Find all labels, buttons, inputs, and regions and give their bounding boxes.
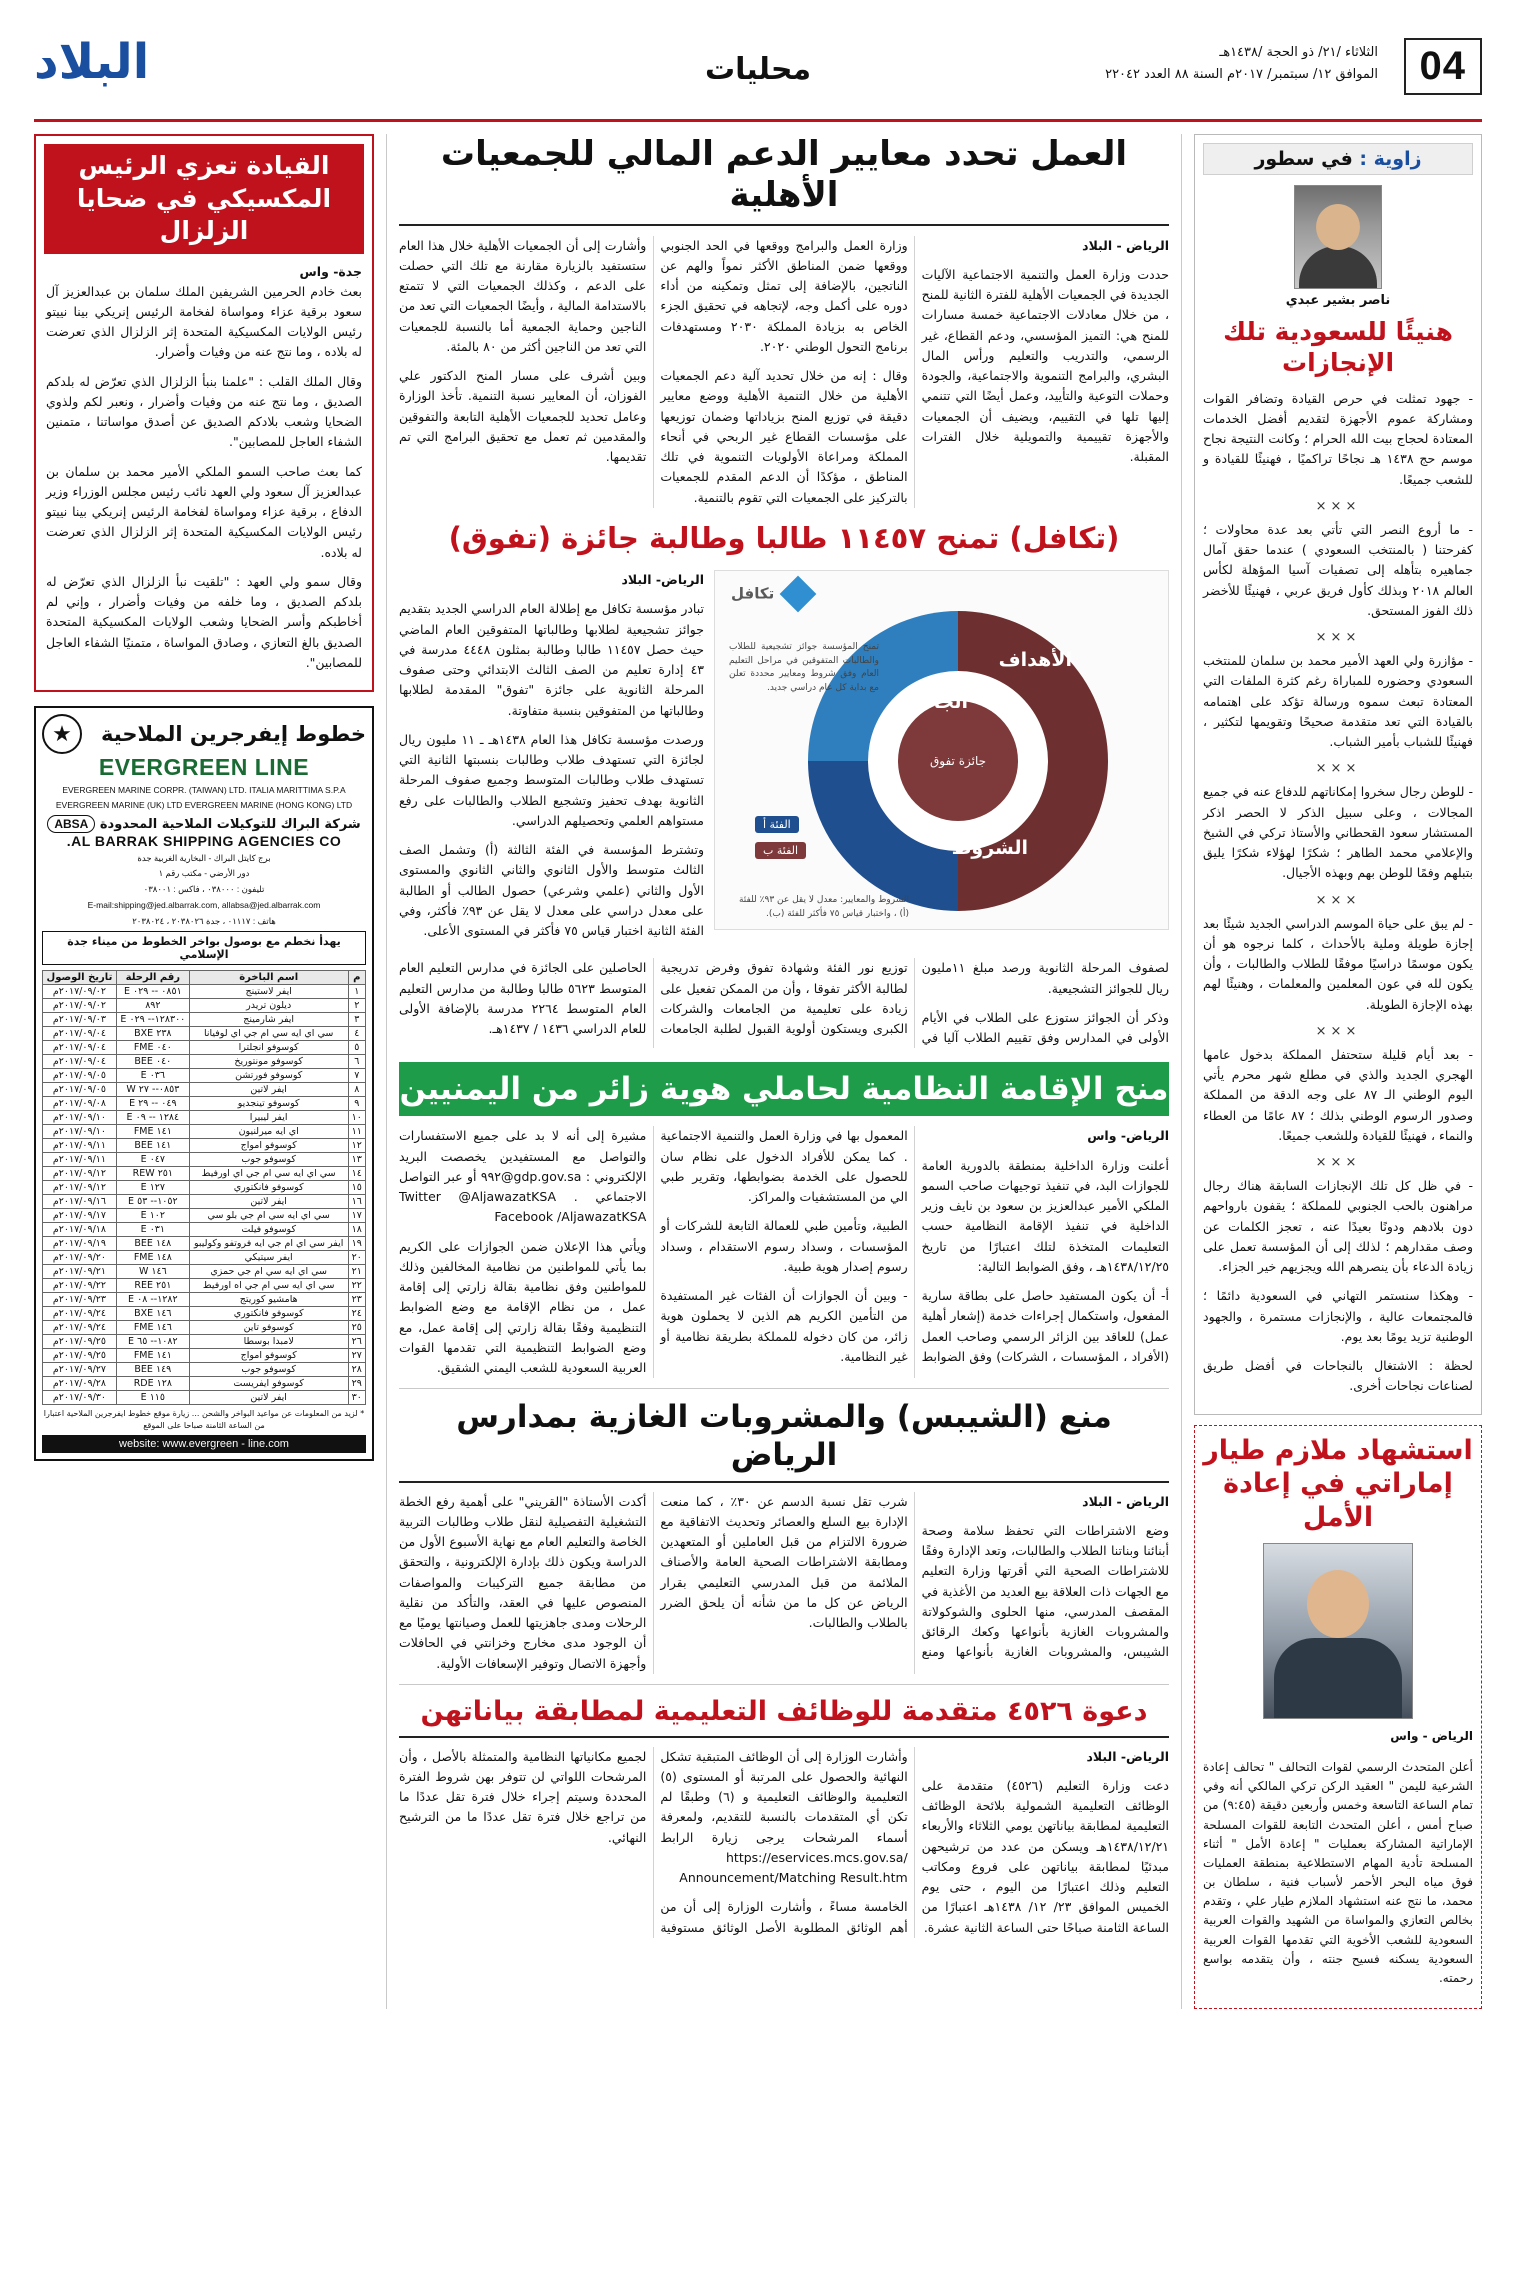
cell-arrival-date: ٢٠١٧/٠٩/٠٤م (43, 1055, 117, 1069)
cell-vessel-name: ديلون تريدر (189, 999, 348, 1013)
cell-arrival-date: ٢٠١٧/٠٩/١٨م (43, 1223, 117, 1237)
cell-vessel-name: كوسوفو جوب (189, 1153, 348, 1167)
date-gregorian: الموافق ١٢/ سبتمبر/ ٢٠١٧م السنة ٨٨ العدد ٢٢٠٤٢ (1105, 67, 1378, 83)
table-row (43, 1307, 366, 1321)
leadership-paragraph: وقال سمو ولي العهد : "تلقيت نبأ الزلزال الذي تعرّض له بلدكم الصديق ، وما خلفه من وفيات وأضرار ، وإني لم أخاطبكم وأسر الضحايا وشعب الولايات المكسيكية المتحدة الصديق بالغ التعازي ، وصادق المواساة ، متمنيًا الشفاء العاجل للمصابين". (46, 573, 362, 670)
infographic-label-goals: الأهداف (998, 649, 1072, 672)
takaful-lead: الرياض- البلاد (621, 572, 704, 588)
cell-index: ١٩ (348, 1237, 365, 1251)
table-row (43, 1097, 366, 1111)
paragraph-separator: ××× (1315, 892, 1361, 908)
section-divider (399, 1684, 1169, 1685)
cell-voyage-number: ١٤٨ FME (116, 1251, 189, 1265)
pilot-paragraph: أعلن المتحدث الرسمي لقوات التحالف " تحالف إعادة الشرعية لليمن " العقيد الركن تركي المالكي أنه وفي تمام الساعة التاسعة وخمس وأربعين دقيقة (٩:٤٥) من صباح أمس ، أعلن المتحدث التابعة للقوات المسلحة الإماراتية المشاركة بعمليات " إعادة الأمل " أثناء المسلحة تأدية المهام الاستطلاعية بمنطقة العمليات فوق مياه البحر الأحمر لأسباب فنية ، سلطان بن محمد، ما نتج عنه استشهاد الملازم طيار علي ، وتقدم بخالص التعازي والمواساة من الشهيد والقوات العربية السعودية للشعب الأخوية التي تقدمها القوات العربية السعودية يسكنه فسيح جنته ، وأن يتقدمه بواسع رحمته. (1203, 1759, 1474, 1985)
table-row (43, 1293, 366, 1307)
cell-vessel-name: كوسوفو فانكتوري (189, 1181, 348, 1195)
column-right (1182, 134, 1482, 2009)
jobs-lead: الرياض- البلاد (1086, 1748, 1169, 1764)
infographic-core: جائزة تفوق (898, 701, 1018, 821)
cell-index: ٢٣ (348, 1293, 365, 1307)
cell-voyage-number: ١٤٨ BEE (116, 1237, 189, 1251)
infographic-label-prize: الجائزة (903, 691, 968, 714)
chips-headline: منع (الشيبس) والمشروبات الغازية بمدارس الرياض (399, 1399, 1169, 1482)
cell-voyage-number: ١٢٧ E (116, 1181, 189, 1195)
author-name: ناصر بشير عبدي (1285, 293, 1391, 308)
cell-arrival-date: ٢٠١٧/٠٩/٢٣م (43, 1293, 117, 1307)
evergreen-phone-1: تليفون : ٠٣٨٠٠٠ ، فاكس : ٠٣٨٠٠١ (143, 884, 265, 895)
cell-voyage-number: ١٢٨٢-- ٠٨ E (116, 1293, 189, 1307)
cell-index: ٢٢ (348, 1279, 365, 1293)
cell-voyage-number: ١٢٨٣٠٠-- ٠٢٩ E (116, 1013, 189, 1027)
table-row (43, 985, 366, 999)
cell-voyage-number: ١٠٥٢-- ٥٣ E (116, 1195, 189, 1209)
cell-voyage-number: ٨٩٢ (116, 999, 189, 1013)
chips-story-body (399, 1492, 1169, 1674)
takaful-logo (731, 581, 811, 607)
cell-index: ٢٥ (348, 1321, 365, 1335)
cell-arrival-date: ٢٠١٧/٠٩/١١م (43, 1153, 117, 1167)
cell-arrival-date: ٢٠١٧/٠٩/٢١م (43, 1265, 117, 1279)
cell-index: ٢٠ (348, 1251, 365, 1265)
table-header-row (43, 971, 366, 985)
evergreen-header (42, 714, 366, 754)
infographic-chip-a: الفئة أ (755, 816, 799, 833)
yemen-paragraph: أعلنت وزارة الداخلية بمنطقة بالدورية العامة للجوازات البد، في تنفيذ توجيهات صاحب السمو الملكي الأمير عبدالعزيز بن سعود بن نايف وزير الداخلية في تنفيذ الإقامة النظامية حسب التعليمات المتخذة لتلك اعتبارًا من تاريخ ١٤٣٨/١٢/٢٥هـ ، وفق الضوابط التالية: (921, 1157, 1169, 1274)
cell-index: ١٣ (348, 1153, 365, 1167)
vessel-schedule-body (43, 985, 366, 1405)
table-row (43, 1055, 366, 1069)
opinion-paragraph: - للوطن رجال سخروا إمكاناتهم للدفاع عنه في جميع المجالات ، وعلى سبيل الذكر لا الحصر اذكر المستشار سعود القحطاني والأستاذ تركي في الشيخ والإعلامي محمد الطاهر ؛ شكرًا لهؤلاء شكرًا يليق بتبلهم وفمًا للوطن بهم وبهذه الأجيال. (1203, 784, 1473, 881)
cell-index: ٢١ (348, 1265, 365, 1279)
table-row (43, 1321, 366, 1335)
section-divider (399, 1388, 1169, 1389)
takaful-section (399, 570, 1169, 950)
cell-vessel-name: ايفر لاتين (189, 1195, 348, 1209)
evergreen-notice: يهدأ نخطم مع بوصول بواخر الخطوط من ميناء جدة الإسلامي (42, 931, 366, 965)
cell-index: ٢٧ (348, 1349, 365, 1363)
cell-index: ١٤ (348, 1167, 365, 1181)
page-columns (34, 134, 1482, 2009)
opinion-paragraph: - لم يبق على حياة الموسم الدراسي الجديد شيئًا بعد إجازة طويلة وملية بالأحداث ، كلما نرجوه هو أن يكون موسمًا دراسيًا موفقًا للطلاب والطالبات ، وأن يكون لله في عون المعلمين والمعلمات ، وهنيئًا لهم بهذه الإجازة الطويلة. (1203, 915, 1473, 1012)
col-index: م (348, 971, 365, 985)
leadership-body (44, 254, 364, 674)
table-row (43, 1027, 366, 1041)
cell-arrival-date: ٢٠١٧/٠٩/٢٠م (43, 1251, 117, 1265)
cell-arrival-date: ٢٠١٧/٠٩/٢٤م (43, 1321, 117, 1335)
cell-arrival-date: ٢٠١٧/٠٩/١٠م (43, 1111, 117, 1125)
cell-voyage-number: ٠٤٠ FME (116, 1041, 189, 1055)
cell-arrival-date: ٢٠١٧/٠٩/١٧م (43, 1209, 117, 1223)
cell-vessel-name: كوسوفو انجلترا (189, 1041, 348, 1055)
table-row (43, 999, 366, 1013)
paragraph-separator: ××× (1315, 1155, 1361, 1170)
cell-voyage-number: ١٤٦ W (116, 1265, 189, 1279)
opinion-header-right: زاوية : (1359, 148, 1422, 170)
newspaper-page (0, 30, 1516, 2282)
cell-index: ٧ (348, 1069, 365, 1083)
cell-arrival-date: ٢٠١٧/٠٩/١٠م (43, 1125, 117, 1139)
cell-arrival-date: ٢٠١٧/٠٩/٢٨م (43, 1377, 117, 1391)
newspaper-logo: البلاد (34, 34, 150, 90)
cell-index: ٢٩ (348, 1377, 365, 1391)
cell-vessel-name: اي ايه ميرلنيون (189, 1125, 348, 1139)
opinion-paragraph: - وهكذا سنستمر التهاني في السعودية دائمًا ؛ فالمجتمعات عالية ، والإنجازات مستمرة ، والجهود الوطنية تزيد يومًا بعد يوم. (1203, 1288, 1473, 1344)
cell-voyage-number: ١٤١ FME (116, 1349, 189, 1363)
cell-arrival-date: ٢٠١٧/٠٩/٠٥م (43, 1083, 117, 1097)
pilot-headline-line2: إماراتي في إعادة الأمل (1223, 1468, 1453, 1533)
cell-voyage-number: ٠٨٥١ -- ٠٢٩ E (116, 985, 189, 999)
cell-vessel-name: ايفر شارمينج (189, 1013, 348, 1027)
paragraph-separator: ××× (1315, 1023, 1361, 1039)
table-row (43, 1069, 366, 1083)
opinion-paragraph: - في ظل كل تلك الإنجازات السابقة هناك رجال مراهنون بالحب الجنوبي للمملكة ؛ يقفون بارواحهم دون بلادهم ودونًا بعيدًا عنه ، تعجز الكلمات عن وصف مقدارهم ؛ لذلك إلى أن المؤسسة تعمل على زيادة الدعاء بأن ينصرهم الله ويجزيهم خير الجزاء. (1203, 1178, 1473, 1274)
cell-vessel-name: كوسوفو فانكتوري (189, 1307, 348, 1321)
main-story-paragraph: وبين أشرف على مسار المنح الدكتور علي الفوزان، أن المعايير نسبة التنمية. تأخذ الوزارة وعامل تحديد للجمعيات الأهلية التابعة والتفوقين والمقدمين ثم تعمل مع تحقيق البرامج التي تم تقديمها. (399, 368, 647, 465)
opinion-paragraph: - بعد أيام قليلة ستحتفل المملكة بدخول عامها الهجري الجديد والذي في مطلع شهر محرم يأتي اليوم الوطني الـ ٨٧ على وجه الدقة من المملكة وصدور الرسوم الوطني بذلك ؛ ٨٧ عامًا من العطاء والنماء ، فهنيئًا للقيادة وللشعب جميعًا. (1203, 1046, 1473, 1143)
cell-vessel-name: ايفر لاتين (189, 1083, 348, 1097)
paragraph-separator: ××× (1315, 498, 1361, 514)
cell-vessel-name: هامشيو كوريتج (189, 1293, 348, 1307)
infographic-bottom-note: الشروط والمعايير: معدل لا يقل عن ٩٣٪ للفئة (أ) ، واختبار قياس ٧٥ فأكثر للفئة (ب). (738, 895, 909, 919)
opinion-paragraph: - ما أروع النصر التي تأتي بعد عدة محاولات ؛ كفرحتنا ( بالمنتخب السعودي ) عندما حقق آمال جماهيره بتأهله إلى تصفيات آسيا المؤهلة لكأس العالم ٢٠١٨ وبذلك كأول فريق عربي ، فهنيئًا للأخضر ذلك الفوز المستحق. (1203, 521, 1473, 618)
cell-voyage-number: ١٤٦ BXE (116, 1307, 189, 1321)
jobs-headline: دعوة ٤٥٢٦ متقدمة للوظائف التعليمية لمطابقة بياناتهن (399, 1695, 1169, 1738)
main-story-paragraph: وقال : إنه من خلال تحديد آلية دعم الجمعيات الأهلية من خلال التنمية الأهلية ووضع معايير دقيقة في توزيع المنح بزياداتها وضمان توزيعها على مؤسسات القطاع غير الربحي في أنحاء المملكة ومراعاة الأولويات التنموية في تلك المناطق ، مؤكدًا أن الدعم المقدم للجمعيات بالتركيز على الجمعيات التي تقوم بالتنمية. (660, 368, 908, 505)
cell-index: ٢٤ (348, 1307, 365, 1321)
main-story-paragraph: وأشارت إلى أن الجمعيات الأهلية خلال هذا العام ستستفيد بالزيارة مقارنة مع تلك التي حصلت على الدعم ، وكذلك الجمعيات التي لا تتمتع بالاستدامة المالية ، وأيضًا الجمعيات التي تعد من الناجين وحماية الجمعية أما بالنسبة للجمعيات التي تعد من الناجين أكثر من ٨٠ بالمئة. (399, 237, 647, 354)
table-row (43, 1041, 366, 1055)
pilot-martyr-box (1194, 1425, 1482, 2010)
cell-arrival-date: ٢٠١٧/٠٩/٠٢م (43, 985, 117, 999)
takaful-paragraph: وتشترط المؤسسة في الفئة الثالثة (أ) وتشمل الصف الثالث متوسط والأول الثانوي والثاني الثانوي والمستوى الأول والثاني (علمي وشرعي) حصول الطالب أو الطالبة على معدل دراسي على معدل لا يقل عن ٩٣٪ فأكثر، وفي الفئة الثانية اختبار قياس ٧٥ فأكثر في المستوى الأعلى. (399, 842, 705, 939)
cell-index: ١٥ (348, 1181, 365, 1195)
col-voyage-number: رقم الرحلة (116, 971, 189, 985)
cell-voyage-number: ١٤١ BEE (116, 1139, 189, 1153)
cell-vessel-name: سي اي ايه سي ام جي اه اورفيط (189, 1279, 348, 1293)
cell-vessel-name: ايفر ليبيرا (189, 1111, 348, 1125)
cell-vessel-name: كوسوفو تاين (189, 1321, 348, 1335)
cell-arrival-date: ٢٠١٧/٠٩/١٢م (43, 1167, 117, 1181)
leadership-paragraph: كما بعث صاحب السمو الملكي الأمير محمد بن سلمان بن عبدالعزيز آل سعود ولي العهد نائب رئيس مجلس الوزراء وزير الدفاع ، برقية عزاء ومواساة لفخامة الرئيس إنريكي بينا نييتو رئيس الولايات المكسيكية المتحدة إثر الزلزال الذي تعرضت له بلاده. (46, 463, 362, 560)
pilot-lead: الرياض - واس (1390, 1728, 1473, 1743)
main-story-paragraph: وزارة العمل والبرامج ووقعها في الحد الجنوبي ووقعها ضمن المناطق الأكثر نمواً والهم عن الناتجين، بالإضافة إلى تمثل وتمكينه من أداء دوره على أكمل وجه، لإتجاهه في تحقيق الجزء الخاص به بزيادة المملكة ٢٠٣٠ ومستهدفات برنامج التحول الوطني ٢٠٢٠. (660, 237, 908, 354)
yemen-paragraph: - وبين أن الجوازات أن الفئات غير المستفيدة من التأمين الكريم هم الذين لا يحملون هوية زائر، من كان دخوله للمملكة بطريقة نظامية أو غير النظامية. (660, 1288, 908, 1364)
takaful-paragraph: وذكر أن الجوائز ستوزع على الطلاب في الأيام الأولى في المدارس وفق تقييم الطلاب آليا في توزيع نور الفئة وشهادة تفوق وفرض تدريجية لطالبة الأكثر تفوقا ، وأن من الممكن تفعيل على زيادة على تعليمية من الجامعات والشركات الكبرى ويستكون أولوية القبول لطلبة الجامعات الحاصلين على الجائزة في مدارس التعليم العام المتوسط ٥٦٢٣ طالبا وطالبة من مدارس التعليم العام المتوسط ٢٢٦٤ مدرسة بالإضافة الأولى للعام الدراسي ١٤٣٦ / ١٤٣٧هـ. (399, 960, 1169, 1046)
leadership-paragraph: بعث خادم الحرمين الشريفين الملك سلمان بن عبدالعزيز آل سعود برقية عزاء ومواساة لفخامة الرئيس إنريكي بينا نييتو رئيس الولايات المكسيكية المتحدة إثر الزلزال الذي تعرضت له بلاده ، وما نتج عنه من وفيات وأضرار. (46, 283, 362, 360)
evergreen-agency-en: AL BARRAK SHIPPING AGENCIES CO. (66, 832, 342, 849)
cell-vessel-name: كوسوفو مونتوريخ (189, 1055, 348, 1069)
cell-arrival-date: ٢٠١٧/٠٩/١١م (43, 1139, 117, 1153)
table-row (43, 1237, 366, 1251)
jobs-paragraph: دعت وزارة التعليم (٤٥٢٦) متقدمة على الوظائف التعليمية الشمولية بلائحة الوظائف التعليمية لمطابقة بياناتهن يومي الثلاثاء والأربعاء ١٤٣٨/١٢/٢١هـ ويسكن من عدد من ترشيحهن مبدئيًا لمطابقة بياناتهن على فروع ومكاتب التعليم وذلك اعتبارًا من اليوم ، حتى يوم الخميس الموافق ٢٣/ ١٢/ ١٤٣٨هـ اعتبارًا من الساعة الثامنة صباحًا حتى الساعة الثانية عشرة. (921, 1777, 1170, 1935)
cell-voyage-number: ٢٥١ REW (116, 1167, 189, 1181)
cell-arrival-date: ٢٠١٧/٠٩/٢٤م (43, 1307, 117, 1321)
infographic-note: تمنح المؤسسة جوائز تشجيعية للطلاب والطالبات المتفوقين في مراحل التعليم العام وفق شروط ومعايير محددة تعلن مع بداية كل عام دراسي جديد. (729, 642, 879, 693)
cell-index: ١٨ (348, 1223, 365, 1237)
column-left (34, 134, 386, 2009)
table-row (43, 1279, 366, 1293)
table-row (43, 1111, 366, 1125)
evergreen-line-1: EVERGREEN MARINE CORPR. (TAIWAN) LTD. ITALIA MARITTIMA S.P.A (62, 785, 346, 795)
cell-vessel-name: كوسوفو فورتشن (189, 1069, 348, 1083)
table-row (43, 1195, 366, 1209)
cell-index: ٤ (348, 1027, 365, 1041)
cell-voyage-number: ١٠٢ E (116, 1209, 189, 1223)
col-vessel-name: اسم الباخرة (189, 971, 348, 985)
section-title: محليات (704, 52, 812, 87)
yemen-paragraph: أ- أن يكون المستفيد حاصل على بطاقة سارية المفعول، واستكمال إجراءات خدمة (إشعار أهلية عمل) للعاقد بين الزائر الرسمي وصاحب العمل (الأفراد ، المؤسسات ، الشركات) وفق الضوابط المعمول بها في وزارة العمل والتنمية الاجتماعية . كما يمكن للأفراد الدخول على نظام سان للحصول على الخدمة بضوابطها، وتقرير طبي الي من المستشفيات والمراكز. (660, 1128, 1169, 1364)
takaful-paragraph: لصفوف المرحلة الثانوية ورصد مبلغ ١١مليون ريال للجوائز التشجيعية. (921, 960, 1169, 996)
cell-arrival-date: ٢٠١٧/٠٩/٠٢م (43, 999, 117, 1013)
cell-vessel-name: كوسوفو ايفريست (189, 1377, 348, 1391)
chips-lead: الرياض - البلاد (1082, 1493, 1169, 1509)
cell-index: ٩ (348, 1097, 365, 1111)
vessel-schedule-table (42, 970, 366, 1405)
masthead (34, 30, 1482, 122)
leadership-condolence-box (34, 134, 374, 692)
yemen-paragraph: الطبية، وتأمين طبي للعمالة التابعة للشركات أو المؤسسات ، وسداد رسوم الاستقدام ، وسداد رسوم إصدار هوية طبية. (660, 1218, 908, 1274)
evergreen-advert (34, 706, 374, 1461)
cell-vessel-name: كوسوفو امواج (189, 1139, 348, 1153)
cell-voyage-number: ١٢٨ RDE (116, 1377, 189, 1391)
chips-paragraph: وضع الاشتراطات التي تحفظ سلامة وصحة أبنائنا وبناتنا الطلاب والطالبات، وتعد الإدارة وفقًا للاشتراطات الصحية التي أقرتها وزارة التعليم مع الجهات ذات العلاقة بيع العديد من الأغذية في المقصف المدرسي، منها الحلوى والشوكولاتة والمشروبات الغازية بأنواعها وكعك الرقائق الشيبس، والمشروبات الغازية بأنواعها ومنع شرب تقل نسبة الدسم عن ٣٠٪ ، كما منعت الإدارة بيع السلع والعصائر وتحديث الاتفاقية مع ضرورة الالتزام من قبل العاملين أو المتعهدين ومطابقة الاشتراطات الصحية العامة والأصناف الملائمة من قبل المدرسي التعليمي بقرار الرياض عن كل ما من شأنه أن يلحق الضرر بالطلاب والطالبات. (660, 1493, 1169, 1660)
leadership-headline: القيادة تعزي الرئيس المكسيكي في ضحايا الزلزال (44, 144, 364, 254)
cell-voyage-number: ٢٣٨ BXE (116, 1027, 189, 1041)
cell-index: ٢ (348, 999, 365, 1013)
cell-vessel-name: كوسوفو تينجديو (189, 1097, 348, 1111)
diamond-icon (780, 576, 817, 613)
opinion-header (1203, 143, 1473, 175)
cell-index: ١ (348, 985, 365, 999)
cell-vessel-name: ايفر لاتين (189, 1391, 348, 1405)
opinion-header-left: في سطور (1254, 148, 1353, 170)
green-banner-headline: منح الإقامة النظامية لحاملي هوية زائر من اليمنيين (399, 1062, 1169, 1116)
col-arrival-date: تاريخ الوصول (43, 971, 117, 985)
evergreen-phone-2: هاتف : ٠١١١٧ ، جدة ٢٠٣٨٠٢٦ ، ٢٠٣٨٠٢٤ (132, 915, 276, 926)
infographic-label-conditions: الشروط (951, 837, 1028, 860)
yemen-story-body (399, 1126, 1169, 1378)
evergreen-address-1: برج كايتل البراك - البخارية الغربية جدة (137, 852, 271, 863)
date-hijri: الثلاثاء /٢١/ ذو الحجة /١٤٣٨هـ (1219, 45, 1378, 60)
cell-vessel-name: سي اي ايه سي ام جي اي لوفيانا (189, 1027, 348, 1041)
cell-arrival-date: ٢٠١٧/٠٩/٢٢م (43, 1279, 117, 1293)
table-row (43, 1153, 366, 1167)
pilot-photo (1263, 1543, 1413, 1719)
cell-arrival-date: ٢٠١٧/٠٩/٣٠م (43, 1391, 117, 1405)
cell-index: ١٢ (348, 1139, 365, 1153)
cell-vessel-name: سي اي ايه سي ام جي اي اورفيط (189, 1167, 348, 1181)
cell-index: ٣٠ (348, 1391, 365, 1405)
column-middle (386, 134, 1182, 2009)
main-story-paragraph: حددت وزارة العمل والتنمية الاجتماعية الآليات الجديدة في الجمعيات الأهلية للفترة الثانية للمنح ، من خلال معادلات الاجتماعية خمسة مسارات للمنح هي: التميز المؤسسي، ودعم القطاع، غير الرسمي، والتدريب والتعليم ورأس المال البشري، والبرامج التنموية والاجتماعية، والجودة وحملات التوعية والتأييد، وعمل أيضًا التي تتنمي إليها تلها في التقييم، ويضيف أن الجمعيات والأجهزة تقييمية والتمويلية خلال الفترات المقبلة. (921, 266, 1169, 465)
takaful-paragraph: تبادر مؤسسة تكافل مع إطلالة العام الدراسي الجديد بتقديم جوائز تشجيعية لطلابها وطالباتها المتفوقين العام الماضي حيث حصل ١١٤٥٧ طالبا وطالبة بمثلون ٤٤٤٨ مدرسة في ٤٣ إدارة تعليم من الصف الثالث الابتدائي وحتى صفوف المرحلة الثانوية على جائزة "تفوق" المقدمة لطلابها وطالباتها من المتفوقين بنسبة متفاوتة. (399, 601, 704, 718)
cell-arrival-date: ٢٠١٧/٠٩/٢٥م (43, 1335, 117, 1349)
table-row (43, 1335, 366, 1349)
cell-arrival-date: ٢٠١٧/٠٩/٠٤م (43, 1041, 117, 1055)
yemen-paragraph: مشيرة إلى أنه لا بد على جميع الاستفسارات والتواصل مع المستفيدين يخصصت البريد الإلكتروني : gdp.gov.sa@٩٩٢ أو عبر التواصل الاجتماعي Twitter @AljawazatKSA . Facebook /AljawazatKSA (399, 1128, 647, 1225)
table-row (43, 1391, 366, 1405)
star-icon: ★ (42, 714, 82, 754)
jobs-paragraph: وأشارت الوزارة إلى أن الوظائف المتبقية تشكل النهائية والحصول على المرتبة أو المستوى (٥) التعليمية والوظائف التعليمية و (٦) وطبقًا لم تكن أي المتقدمات بالنسبة للتقديم، ولمعرفة أسماء المرشحات يرجى زيارة الرابط https://eservices.mcs.gov.sa/ Announcement/Matching Result.htm (660, 1748, 908, 1886)
cell-arrival-date: ٢٠١٧/٠٩/٠٥م (43, 1069, 117, 1083)
takaful-text (399, 570, 704, 950)
cell-vessel-name: كوسوفو فيلت (189, 1223, 348, 1237)
cell-voyage-number: ٠٨٥٣-- ٢٧ W (116, 1083, 189, 1097)
cell-vessel-name: سي اي ايه سي ام جي حمزي (189, 1265, 348, 1279)
cell-vessel-name: لامبدا بوسطا (189, 1335, 348, 1349)
cell-voyage-number: ٠٤٩ -- ٢٩ E (116, 1097, 189, 1111)
evergreen-website[interactable]: website: www.evergreen - line.com (42, 1435, 366, 1453)
cell-index: ٢٨ (348, 1363, 365, 1377)
cell-voyage-number: ١٤٦ FME (116, 1321, 189, 1335)
cell-arrival-date: ٢٠١٧/٠٩/٢٧م (43, 1363, 117, 1377)
cell-arrival-date: ٢٠١٧/٠٩/١٩م (43, 1237, 117, 1251)
table-row (43, 1167, 366, 1181)
evergreen-title-en: EVERGREEN LINE (98, 754, 310, 780)
cell-arrival-date: ٢٠١٧/٠٩/٠٤م (43, 1027, 117, 1041)
table-row (43, 1209, 366, 1223)
leadership-dateline: جدة- واس (299, 263, 362, 279)
takaful-headline: (تكافل) تمنح ١١٤٥٧ طالبا وطالبة جائزة (تفوق) (448, 520, 1120, 555)
cell-voyage-number: ١٠٨٢-- ٦٥ E (116, 1335, 189, 1349)
cell-voyage-number: ٢٥١ REE (116, 1279, 189, 1293)
cell-voyage-number: ٠٤٧ E (116, 1153, 189, 1167)
cell-vessel-name: كوسوفو امواج (189, 1349, 348, 1363)
cell-index: ٥ (348, 1041, 365, 1055)
leadership-paragraph: وقال الملك القلب : "علمنا بنبأ الزلزال الذي تعرّض له بلدكم الصديق ، وما نتج عنه من وفيات وأضرار ، ونعبر لكم ولذوي الضحايا وشعب بلادكم الصديق عن أصدق مواساتنا ، متمنين الشفاء العاجل للمصابين". (46, 373, 362, 450)
table-row (43, 1377, 366, 1391)
evergreen-address-2: دور الأرضي - مكتب رقم ١ (158, 868, 250, 879)
takaful-paragraph: ورصدت مؤسسة تكافل هذا العام ١٤٣٨هـ ـ ١١ مليون ريال لجائزة التي تستهدف طلاب وطالبات بنسبتها الثانية التي تستهدف طلاب وطالبات المتوسط وجميع صفوف المرحلة الثانوية بهدف تحفيز وتشجيع الطلاب والطالبات على رفع مستواهم العلمي وتحصيلهم الدراسي. (399, 731, 704, 828)
main-headline: العمل تحدد معايير الدعم المالي للجمعيات الأهلية (399, 134, 1169, 226)
table-row (43, 1265, 366, 1279)
main-story-lead: الرياض - البلاد (1082, 237, 1169, 253)
cell-index: ٢٦ (348, 1335, 365, 1349)
opinion-paragraph: - مؤازرة ولي العهد الأمير محمد بن سلمان للمنتخب السعودي وحضوره للمباراة رغم كثرة الملفات التي المعتادة تبعث سموه ورسالة تؤكد على اهتمامه بالقيادة التي تعد متقدمة صحيحًا وتقويمها لتكثير ، فهنيئًا للشباب بأمير الشباب. (1203, 653, 1473, 749)
evergreen-email: E-mail:shipping@jed.albarrak.com, allabsa@jed.albarrak.com (87, 899, 321, 910)
table-row (43, 1223, 366, 1237)
opinion-title: هنيئًا للسعودية تلك الإنجازات (1223, 317, 1453, 378)
cell-voyage-number: ١٤٩ BEE (116, 1363, 189, 1377)
cell-vessel-name: كوسوفو جوب (189, 1363, 348, 1377)
cell-vessel-name: ايفر سي اي ام جي ايه فروتفو وكوليبو (189, 1237, 348, 1251)
pilot-headline-line1: استشهاد ملازم طيار (1203, 1434, 1473, 1466)
cell-index: ٦ (348, 1055, 365, 1069)
table-row (43, 1083, 366, 1097)
cell-arrival-date: ٢٠١٧/٠٩/٠٨م (43, 1097, 117, 1111)
yemen-lead: الرياض- واس (1087, 1128, 1169, 1144)
opinion-column (1194, 134, 1482, 1415)
cell-vessel-name: ايفر سيتيكي (189, 1251, 348, 1265)
author-photo (1294, 185, 1382, 289)
cell-index: ١٧ (348, 1209, 365, 1223)
table-row (43, 1363, 366, 1377)
cell-vessel-name: سي اي ايه سي ام جي بلو سي (189, 1209, 348, 1223)
cell-vessel-name: ايفر لاستينج (189, 985, 348, 999)
cell-voyage-number: ١١٥ E (116, 1391, 189, 1405)
cell-arrival-date: ٢٠١٧/٠٩/٢٥م (43, 1349, 117, 1363)
opinion-paragraph: - جهود تمثلت في حرص القيادة وتضافر القوات ومشاركة عموم الأجهزة لتقديم أفضل الخدمات المعتادة لحجاج بيت الله الحرام ؛ وكانت النتيجة نجاح موسم حج ١٤٣٨ هـ نجاحًا تراكميًا ، فهنيئًا للقيادة و للشعب جميعًا. (1203, 390, 1473, 487)
cell-arrival-date: ٢٠١٧/٠٩/١٦م (43, 1195, 117, 1209)
evergreen-title-ar: خطوط إيفرجرين الملاحية (101, 722, 366, 746)
cell-arrival-date: ٢٠١٧/٠٩/١٢م (43, 1181, 117, 1195)
takaful-logo-label: تكافل (731, 584, 775, 603)
date-block (1105, 42, 1378, 86)
absa-badge: ABSA (47, 815, 95, 833)
takaful-continuation (399, 958, 1169, 1048)
chips-paragraph: أكدت الأستاذة "القريني" على أهمية رفع الخطة التشغيلية التفصيلية لنقل طلاب وطالبات التربية الخاصة والتعليم العام مع نهاية الأسبوع الأول من الدراسة ويكون ذلك بإدارة الإلكترونية ، والتحقق من مطابقة جميع التركيبات والمواصفات المنصوص عليها في العقد، والتأكد من نقلية الرحلات ومدى جاهزيتها للعمل وصيانتها يوميًا مع أن الوجود مدى مخارج وخزانتي في الحافلات وأجهزة الاتصال وتوفير الإسعافات الأولية. (399, 1493, 647, 1671)
evergreen-line-2: EVERGREEN MARINE (UK) LTD EVERGREEN MARINE (HONG KONG) LTD (55, 800, 353, 811)
table-row (43, 1139, 366, 1153)
infographic-chip-b: الفئة ب (755, 842, 806, 859)
cell-voyage-number: ٠٣١ E (116, 1223, 189, 1237)
evergreen-warning: * لزيد من المعلومات عن مواعيد البواخر والشحن ... زيارة موقع خطوط ايفرجرين الملاحية اعتبارا من الساعة الثامنة صباحا على الموقع (43, 1409, 365, 1430)
evergreen-agency-ar-text: شركة البراك للتوكيلات الملاحية المحدودة (99, 816, 361, 832)
table-row (43, 1181, 366, 1195)
jobs-paragraph: الخامسة مساءً ، وأشارت الوزارة إلى أن من أهم الوثائق المطلوبة الأصل الوثائق مستوفية لجميع مكانياتها النظامية والمتمثلة بالأصل ، وأن المرشحات اللواتي لن تتوفر بهن شروط الفترة المحددة وسيتم إجراء خلال فترة تقل عددًا ما من تراجع خلال فترة تقل عددًا ما من الترشيح النهائي. (399, 1748, 908, 1935)
page-number: 04 (1404, 38, 1483, 95)
takaful-infographic (714, 570, 1169, 930)
cell-index: ١١ (348, 1125, 365, 1139)
main-story-body (399, 236, 1169, 508)
cell-index: ١٠ (348, 1111, 365, 1125)
table-row (43, 1349, 366, 1363)
cell-voyage-number: ٠٣٦ E (116, 1069, 189, 1083)
table-row (43, 1013, 366, 1027)
cell-index: ٣ (348, 1013, 365, 1027)
evergreen-agency-ar (42, 815, 366, 833)
cell-index: ٨ (348, 1083, 365, 1097)
cell-voyage-number: ١٢٨٤ -- ٠٩ E (116, 1111, 189, 1125)
opinion-paragraph: لحظة : الاشتغال بالنجاحات في أفضل طريق لصناعات نجاحات أخرى. (1203, 1358, 1473, 1394)
cell-arrival-date: ٢٠١٧/٠٩/٠٣م (43, 1013, 117, 1027)
paragraph-separator: ××× (1315, 761, 1361, 777)
cell-index: ١٦ (348, 1195, 365, 1209)
table-row (43, 1251, 366, 1265)
cell-voyage-number: ١٤١ FME (116, 1125, 189, 1139)
paragraph-separator: ××× (1315, 630, 1361, 645)
yemen-paragraph: ويأتي هذا الإعلان ضمن الجوازات على الكريم بما يأتي للمواطنين من نظامية المخالفين وذلك للمواطنين وفق نظامية بقالة زارتي إلى إقامة عمل ، من نظام الإقامة مع وضع الضوابط التنظيمية وفقًا بقالة زارتي إلى إقامة عمل، مع وضع الضوابط التنظيمية التي تقدمها القوات العربية السعودية للشعب اليمني الشقيق. (399, 1238, 647, 1376)
cell-voyage-number: ٠٤٠ BEE (116, 1055, 189, 1069)
table-row (43, 1125, 366, 1139)
jobs-story-body (399, 1747, 1169, 1938)
